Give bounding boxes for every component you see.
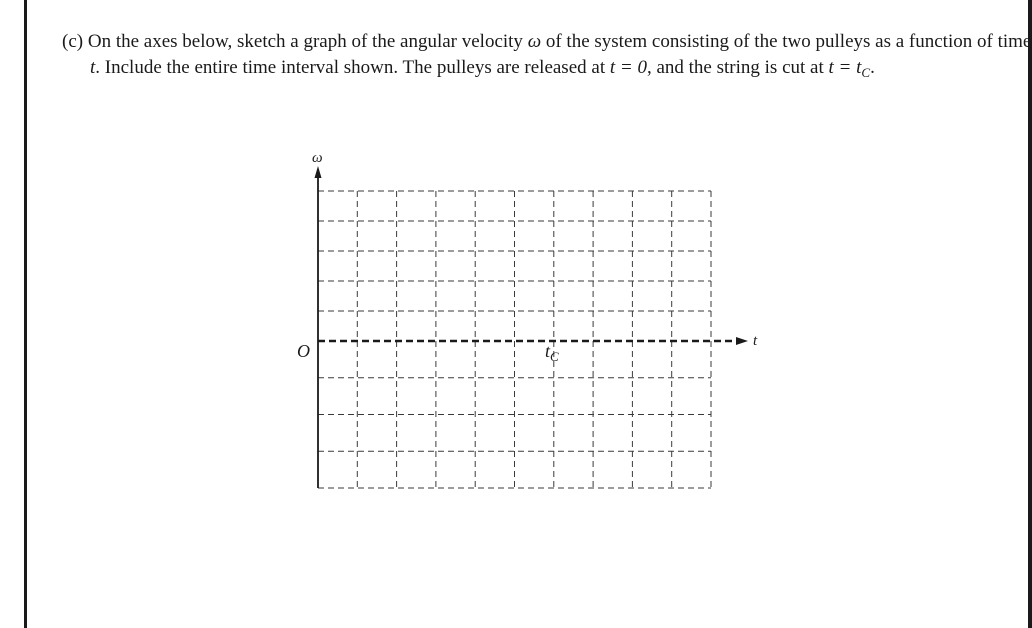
tc-label-t: t xyxy=(545,341,551,361)
tc-label xyxy=(545,341,559,364)
x-axis-arrowhead xyxy=(736,337,748,345)
y-axis-arrowhead xyxy=(315,166,322,178)
dashed-grid xyxy=(318,191,711,488)
question-part-label: (c) xyxy=(62,31,84,52)
question-text-4: , and the string is cut at xyxy=(646,57,824,78)
t-equals-tc: t = t xyxy=(828,57,862,78)
tc-label-sub: C xyxy=(550,349,559,364)
question-text-3: . Include the entire time interval shown. The pulleys are released at xyxy=(95,57,606,78)
t-symbol: t xyxy=(90,57,96,78)
y-axis-label: ω xyxy=(312,150,323,166)
question-period: . xyxy=(870,57,875,78)
question-text-2: of the system consisting of the two pulleys as a function of time xyxy=(545,31,1032,52)
omega-symbol: ω xyxy=(527,31,542,52)
origin-label: O xyxy=(297,341,310,361)
t-equals-zero: t = 0 xyxy=(609,57,647,78)
question-text-1: On the axes below, sketch a graph of the angular velocity xyxy=(87,31,523,52)
x-axis-label: t xyxy=(753,333,758,349)
tc-subscript: C xyxy=(861,65,871,80)
